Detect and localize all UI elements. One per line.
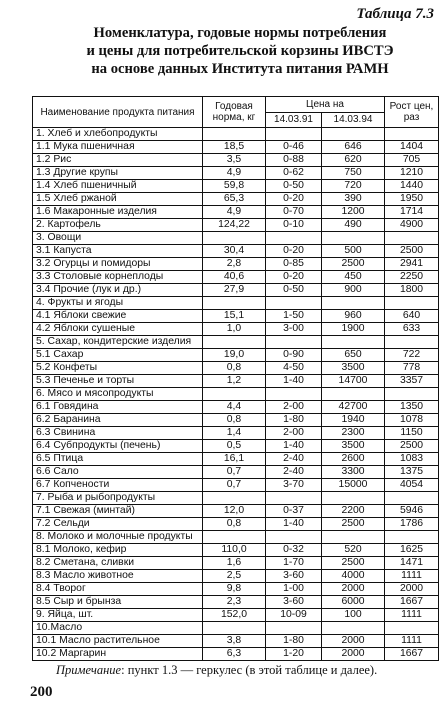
cell-price-1991: 0-90 bbox=[266, 349, 322, 362]
note-text: : пункт 1.3 — геркулес (в этой таблице и далее). bbox=[121, 663, 378, 677]
cell-annual-norm: 4,9 bbox=[203, 206, 266, 219]
cell-annual-norm: 6,3 bbox=[203, 648, 266, 661]
cell-product-name: 4.1 Яблоки свежие bbox=[33, 310, 203, 323]
cell-price-1991: 4-50 bbox=[266, 362, 322, 375]
header-price: Цена на bbox=[266, 97, 385, 113]
cell-product-name: 6.1 Говядина bbox=[33, 401, 203, 414]
cell-price-1994: 2000 bbox=[322, 583, 385, 596]
cell-product-name: 6.7 Копчености bbox=[33, 479, 203, 492]
cell-price-growth: 1471 bbox=[385, 557, 439, 570]
cell-price-growth: 1375 bbox=[385, 466, 439, 479]
cell-price-growth: 1350 bbox=[385, 401, 439, 414]
cell-price-1991: 0-85 bbox=[266, 258, 322, 271]
cell-product-name: 3.3 Столовые корнеплоды bbox=[33, 271, 203, 284]
table-row bbox=[33, 479, 439, 492]
table-row bbox=[33, 219, 439, 232]
table-title bbox=[40, 24, 440, 78]
cell-annual-norm: 1,6 bbox=[203, 557, 266, 570]
cell-price-1991 bbox=[266, 297, 322, 310]
cell-annual-norm: 3,5 bbox=[203, 154, 266, 167]
table-row bbox=[33, 154, 439, 167]
table-row bbox=[33, 414, 439, 427]
cell-price-growth: 2000 bbox=[385, 583, 439, 596]
cell-price-1994: 650 bbox=[322, 349, 385, 362]
table-row bbox=[33, 648, 439, 661]
cell-price-1991 bbox=[266, 492, 322, 505]
cell-price-1991: 0-32 bbox=[266, 544, 322, 557]
cell-annual-norm: 124,22 bbox=[203, 219, 266, 232]
cell-product-name: 8.1 Молоко, кефир bbox=[33, 544, 203, 557]
cell-price-growth: 3357 bbox=[385, 375, 439, 388]
note-label: Примечание bbox=[56, 663, 122, 677]
cell-price-1994 bbox=[322, 336, 385, 349]
cell-price-growth: 2500 bbox=[385, 245, 439, 258]
table-label: Таблица 7.3 bbox=[356, 6, 434, 22]
table-row bbox=[33, 583, 439, 596]
cell-price-1991: 0-62 bbox=[266, 167, 322, 180]
cell-product-name: 8. Молоко и молочные продукты bbox=[33, 531, 203, 544]
cell-price-growth: 1667 bbox=[385, 648, 439, 661]
cell-product-name: 5.2 Конфеты bbox=[33, 362, 203, 375]
cell-price-1991: 3-70 bbox=[266, 479, 322, 492]
table-row bbox=[33, 375, 439, 388]
cell-price-1994: 2500 bbox=[322, 557, 385, 570]
table-row bbox=[33, 193, 439, 206]
cell-annual-norm: 1,2 bbox=[203, 375, 266, 388]
cell-price-1994: 960 bbox=[322, 310, 385, 323]
table-row bbox=[33, 362, 439, 375]
table-row bbox=[33, 570, 439, 583]
cell-price-1991 bbox=[266, 232, 322, 245]
cell-annual-norm bbox=[203, 232, 266, 245]
table-title-line: и цены для потребительской корзины ИВСТЭ bbox=[86, 43, 394, 59]
cell-price-1991: 1-40 bbox=[266, 375, 322, 388]
table-row bbox=[33, 323, 439, 336]
table-row bbox=[33, 544, 439, 557]
cell-price-growth: 1083 bbox=[385, 453, 439, 466]
cell-product-name: 8.5 Сыр и брынза bbox=[33, 596, 203, 609]
cell-annual-norm: 110,0 bbox=[203, 544, 266, 557]
cell-price-1994: 490 bbox=[322, 219, 385, 232]
cell-price-1991 bbox=[266, 128, 322, 141]
table-row bbox=[33, 245, 439, 258]
cell-price-1991: 1-80 bbox=[266, 635, 322, 648]
cell-annual-norm: 18,5 bbox=[203, 141, 266, 154]
cell-annual-norm: 59,8 bbox=[203, 180, 266, 193]
table-row bbox=[33, 609, 439, 622]
cell-price-growth: 1625 bbox=[385, 544, 439, 557]
cell-annual-norm: 30,4 bbox=[203, 245, 266, 258]
table-row bbox=[33, 557, 439, 570]
cell-price-growth: 1111 bbox=[385, 635, 439, 648]
cell-product-name: 5.1 Сахар bbox=[33, 349, 203, 362]
cell-price-1994: 3500 bbox=[322, 362, 385, 375]
cell-product-name: 8.3 Масло животное bbox=[33, 570, 203, 583]
cell-price-growth bbox=[385, 297, 439, 310]
cell-price-1994: 750 bbox=[322, 167, 385, 180]
cell-price-growth: 4054 bbox=[385, 479, 439, 492]
cell-price-1991: 0-20 bbox=[266, 271, 322, 284]
table-row bbox=[33, 505, 439, 518]
cell-price-growth: 5946 bbox=[385, 505, 439, 518]
cell-price-1991 bbox=[266, 531, 322, 544]
table-row bbox=[33, 284, 439, 297]
cell-annual-norm: 12,0 bbox=[203, 505, 266, 518]
cell-product-name: 1.2 Рис bbox=[33, 154, 203, 167]
table-row bbox=[33, 258, 439, 271]
table-row bbox=[33, 336, 439, 349]
cell-price-1994 bbox=[322, 388, 385, 401]
cell-price-1991: 3-60 bbox=[266, 596, 322, 609]
cell-price-growth: 1950 bbox=[385, 193, 439, 206]
cell-annual-norm bbox=[203, 622, 266, 635]
cell-product-name: 8.2 Сметана, сливки bbox=[33, 557, 203, 570]
table-title-line: на основе данных Института питания РАМН bbox=[91, 61, 389, 77]
cell-product-name: 10.1 Масло растительное bbox=[33, 635, 203, 648]
cell-product-name: 3.1 Капуста bbox=[33, 245, 203, 258]
cell-product-name: 7.2 Сельди bbox=[33, 518, 203, 531]
cell-price-1991 bbox=[266, 336, 322, 349]
cell-price-growth: 722 bbox=[385, 349, 439, 362]
header-date-1994: 14.03.94 bbox=[322, 112, 385, 128]
cell-annual-norm: 15,1 bbox=[203, 310, 266, 323]
cell-price-1991: 0-20 bbox=[266, 193, 322, 206]
cell-price-1994: 720 bbox=[322, 180, 385, 193]
cell-price-1994: 520 bbox=[322, 544, 385, 557]
cell-annual-norm: 0,8 bbox=[203, 414, 266, 427]
cell-price-growth: 1210 bbox=[385, 167, 439, 180]
cell-price-1991: 0-10 bbox=[266, 219, 322, 232]
cell-price-1994: 390 bbox=[322, 193, 385, 206]
cell-price-growth: 2250 bbox=[385, 271, 439, 284]
cell-annual-norm: 4,9 bbox=[203, 167, 266, 180]
table-row bbox=[33, 401, 439, 414]
cell-price-growth: 1150 bbox=[385, 427, 439, 440]
cell-price-1994: 2300 bbox=[322, 427, 385, 440]
cell-product-name: 6.3 Свинина bbox=[33, 427, 203, 440]
cell-annual-norm: 65,3 bbox=[203, 193, 266, 206]
cell-price-1994: 2200 bbox=[322, 505, 385, 518]
cell-price-1994: 6000 bbox=[322, 596, 385, 609]
cell-product-name: 5. Сахар, кондитерские изделия bbox=[33, 336, 203, 349]
cell-price-1994: 3300 bbox=[322, 466, 385, 479]
cell-price-1991 bbox=[266, 622, 322, 635]
cell-annual-norm: 16,1 bbox=[203, 453, 266, 466]
cell-product-name: 7. Рыба и рыбопродукты bbox=[33, 492, 203, 505]
table-row bbox=[33, 349, 439, 362]
table-row bbox=[33, 440, 439, 453]
cell-price-growth bbox=[385, 232, 439, 245]
cell-price-1991: 0-37 bbox=[266, 505, 322, 518]
cell-price-1991: 0-70 bbox=[266, 206, 322, 219]
table-row bbox=[33, 531, 439, 544]
cell-annual-norm: 19,0 bbox=[203, 349, 266, 362]
table-row bbox=[33, 635, 439, 648]
table-row bbox=[33, 180, 439, 193]
cell-price-1991: 1-20 bbox=[266, 648, 322, 661]
cell-price-growth bbox=[385, 531, 439, 544]
cell-annual-norm: 1,0 bbox=[203, 323, 266, 336]
cell-price-1994: 100 bbox=[322, 609, 385, 622]
table-row bbox=[33, 167, 439, 180]
cell-product-name: 2. Картофель bbox=[33, 219, 203, 232]
cell-product-name: 10.Масло bbox=[33, 622, 203, 635]
cell-annual-norm bbox=[203, 388, 266, 401]
cell-price-1994 bbox=[322, 297, 385, 310]
cell-product-name: 4. Фрукты и ягоды bbox=[33, 297, 203, 310]
cell-product-name: 3.2 Огурцы и помидоры bbox=[33, 258, 203, 271]
table-row bbox=[33, 596, 439, 609]
cell-annual-norm bbox=[203, 128, 266, 141]
nomenclature-table bbox=[32, 96, 439, 661]
table-row bbox=[33, 206, 439, 219]
table-body bbox=[33, 128, 439, 661]
cell-product-name: 6. Мясо и мясопродукты bbox=[33, 388, 203, 401]
cell-price-growth bbox=[385, 128, 439, 141]
cell-annual-norm: 0,5 bbox=[203, 440, 266, 453]
table-row bbox=[33, 232, 439, 245]
cell-price-1991: 2-00 bbox=[266, 427, 322, 440]
header-price-growth: Рост цен, раз bbox=[385, 97, 439, 128]
cell-price-growth: 2941 bbox=[385, 258, 439, 271]
table-row bbox=[33, 518, 439, 531]
table-row bbox=[33, 271, 439, 284]
cell-product-name: 3.4 Прочие (лук и др.) bbox=[33, 284, 203, 297]
cell-price-growth: 1667 bbox=[385, 596, 439, 609]
cell-price-1994: 42700 bbox=[322, 401, 385, 414]
cell-annual-norm: 9,8 bbox=[203, 583, 266, 596]
header-product-name: Наименование продукта питания bbox=[33, 97, 203, 128]
cell-annual-norm: 40,6 bbox=[203, 271, 266, 284]
cell-price-1991: 1-80 bbox=[266, 414, 322, 427]
cell-price-1991: 0-88 bbox=[266, 154, 322, 167]
cell-price-1991: 1-00 bbox=[266, 583, 322, 596]
cell-product-name: 9. Яйца, шт. bbox=[33, 609, 203, 622]
cell-price-1994: 2500 bbox=[322, 518, 385, 531]
cell-price-1994 bbox=[322, 492, 385, 505]
cell-price-1991: 2-40 bbox=[266, 453, 322, 466]
cell-price-1991: 1-50 bbox=[266, 310, 322, 323]
cell-price-1991 bbox=[266, 388, 322, 401]
cell-product-name: 8.4 Творог bbox=[33, 583, 203, 596]
cell-price-1994: 2000 bbox=[322, 648, 385, 661]
cell-product-name: 10.2 Маргарин bbox=[33, 648, 203, 661]
header-date-1991: 14.03.91 bbox=[266, 112, 322, 128]
cell-annual-norm: 3,8 bbox=[203, 635, 266, 648]
cell-price-growth: 4900 bbox=[385, 219, 439, 232]
cell-price-1994 bbox=[322, 622, 385, 635]
cell-price-1991: 10-09 bbox=[266, 609, 322, 622]
cell-price-growth: 633 bbox=[385, 323, 439, 336]
cell-price-1994 bbox=[322, 531, 385, 544]
cell-product-name: 6.5 Птица bbox=[33, 453, 203, 466]
cell-product-name: 1. Хлеб и хлебопродукты bbox=[33, 128, 203, 141]
cell-price-1994: 620 bbox=[322, 154, 385, 167]
cell-annual-norm bbox=[203, 531, 266, 544]
cell-price-growth: 1111 bbox=[385, 570, 439, 583]
cell-price-growth: 2500 bbox=[385, 440, 439, 453]
table-row bbox=[33, 141, 439, 154]
cell-price-1991: 1-40 bbox=[266, 440, 322, 453]
cell-price-1994: 1200 bbox=[322, 206, 385, 219]
cell-price-1994: 1940 bbox=[322, 414, 385, 427]
cell-price-1994 bbox=[322, 232, 385, 245]
table-row bbox=[33, 492, 439, 505]
cell-product-name: 6.6 Сало bbox=[33, 466, 203, 479]
cell-price-1994: 500 bbox=[322, 245, 385, 258]
cell-price-growth: 1111 bbox=[385, 609, 439, 622]
table-row bbox=[33, 388, 439, 401]
cell-price-growth bbox=[385, 622, 439, 635]
cell-product-name: 1.3 Другие крупы bbox=[33, 167, 203, 180]
cell-price-1991: 0-50 bbox=[266, 284, 322, 297]
cell-annual-norm: 27,9 bbox=[203, 284, 266, 297]
cell-annual-norm: 0,8 bbox=[203, 518, 266, 531]
cell-annual-norm bbox=[203, 336, 266, 349]
cell-price-growth bbox=[385, 388, 439, 401]
cell-product-name: 1.1 Мука пшеничная bbox=[33, 141, 203, 154]
cell-annual-norm: 152,0 bbox=[203, 609, 266, 622]
cell-price-growth: 1404 bbox=[385, 141, 439, 154]
cell-price-1991: 0-20 bbox=[266, 245, 322, 258]
cell-product-name: 6.2 Баранина bbox=[33, 414, 203, 427]
table-row bbox=[33, 622, 439, 635]
cell-price-growth: 640 bbox=[385, 310, 439, 323]
cell-annual-norm: 2,5 bbox=[203, 570, 266, 583]
cell-annual-norm: 0,8 bbox=[203, 362, 266, 375]
table-note bbox=[56, 663, 377, 678]
cell-price-1991: 1-40 bbox=[266, 518, 322, 531]
cell-price-1994: 2500 bbox=[322, 258, 385, 271]
cell-annual-norm: 0,7 bbox=[203, 466, 266, 479]
cell-price-1991: 0-46 bbox=[266, 141, 322, 154]
cell-price-1994: 646 bbox=[322, 141, 385, 154]
table-row bbox=[33, 466, 439, 479]
header-annual-norm: Годовая норма, кг bbox=[203, 97, 266, 128]
cell-annual-norm: 0,7 bbox=[203, 479, 266, 492]
cell-product-name: 1.4 Хлеб пшеничный bbox=[33, 180, 203, 193]
cell-product-name: 7.1 Свежая (минтай) bbox=[33, 505, 203, 518]
cell-price-1994: 3500 bbox=[322, 440, 385, 453]
cell-price-growth bbox=[385, 336, 439, 349]
cell-price-growth: 778 bbox=[385, 362, 439, 375]
cell-price-1994: 900 bbox=[322, 284, 385, 297]
cell-annual-norm: 1,4 bbox=[203, 427, 266, 440]
cell-price-1994 bbox=[322, 128, 385, 141]
cell-price-1994: 2000 bbox=[322, 635, 385, 648]
page-number: 200 bbox=[30, 684, 53, 700]
cell-price-1994: 15000 bbox=[322, 479, 385, 492]
cell-price-1994: 450 bbox=[322, 271, 385, 284]
cell-price-growth: 1714 bbox=[385, 206, 439, 219]
cell-product-name: 5.3 Печенье и торты bbox=[33, 375, 203, 388]
cell-price-1991: 0-50 bbox=[266, 180, 322, 193]
cell-price-growth: 1078 bbox=[385, 414, 439, 427]
cell-price-1991: 1-70 bbox=[266, 557, 322, 570]
cell-price-growth: 1440 bbox=[385, 180, 439, 193]
cell-price-1994: 4000 bbox=[322, 570, 385, 583]
cell-price-growth bbox=[385, 492, 439, 505]
cell-price-1991: 3-60 bbox=[266, 570, 322, 583]
cell-product-name: 6.4 Субпродукты (печень) bbox=[33, 440, 203, 453]
cell-product-name: 3. Овощи bbox=[33, 232, 203, 245]
table-row bbox=[33, 128, 439, 141]
table-row bbox=[33, 297, 439, 310]
cell-price-1994: 14700 bbox=[322, 375, 385, 388]
cell-price-1994: 2600 bbox=[322, 453, 385, 466]
cell-annual-norm: 2,3 bbox=[203, 596, 266, 609]
cell-price-1994: 1900 bbox=[322, 323, 385, 336]
cell-price-1991: 3-00 bbox=[266, 323, 322, 336]
table-row bbox=[33, 310, 439, 323]
table-row bbox=[33, 453, 439, 466]
table-row bbox=[33, 427, 439, 440]
cell-price-1991: 2-00 bbox=[266, 401, 322, 414]
cell-price-growth: 1800 bbox=[385, 284, 439, 297]
cell-annual-norm bbox=[203, 297, 266, 310]
cell-product-name: 1.5 Хлеб ржаной bbox=[33, 193, 203, 206]
cell-annual-norm: 2,8 bbox=[203, 258, 266, 271]
cell-product-name: 4.2 Яблоки сушеные bbox=[33, 323, 203, 336]
cell-price-growth: 705 bbox=[385, 154, 439, 167]
cell-price-growth: 1786 bbox=[385, 518, 439, 531]
cell-price-1991: 2-40 bbox=[266, 466, 322, 479]
table-title-line: Номенклатура, годовые нормы потребления bbox=[93, 25, 387, 41]
cell-product-name: 1.6 Макаронные изделия bbox=[33, 206, 203, 219]
cell-annual-norm: 4,4 bbox=[203, 401, 266, 414]
cell-annual-norm bbox=[203, 492, 266, 505]
